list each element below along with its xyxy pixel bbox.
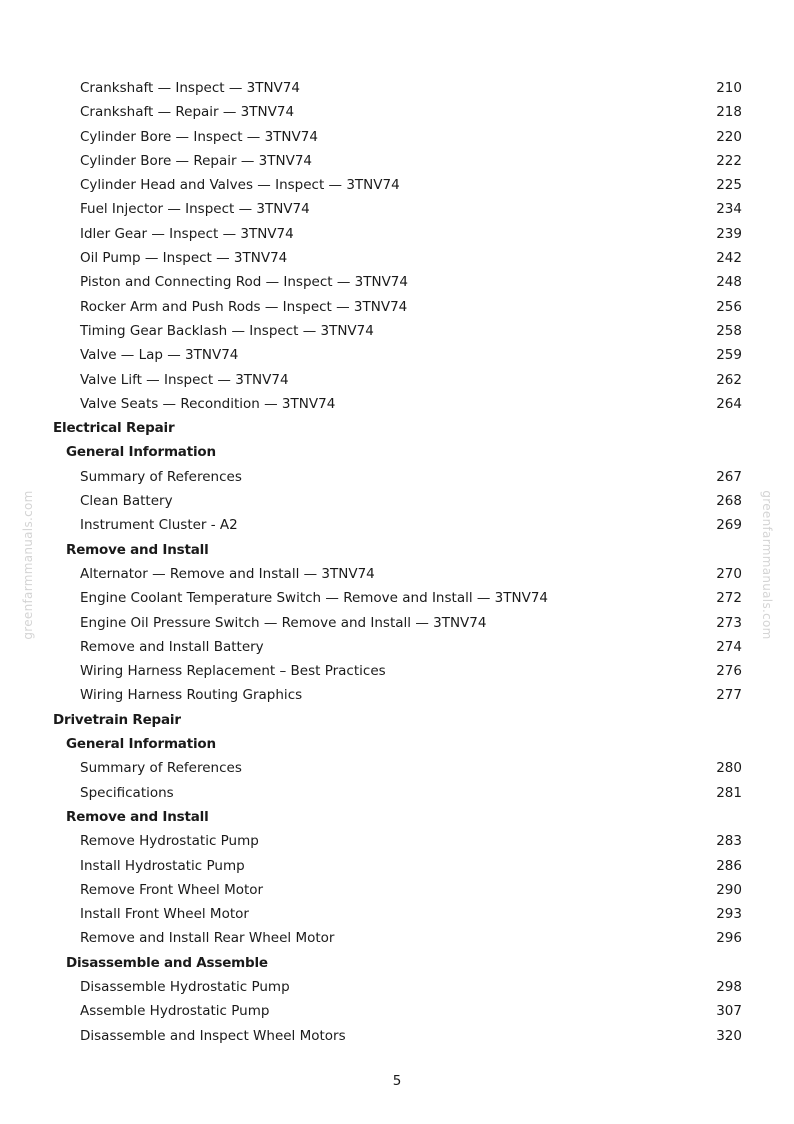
toc-entry-title: Wiring Harness Routing Graphics: [80, 687, 303, 704]
toc-entry-title: General Information: [66, 444, 216, 461]
toc-subsection-heading: [0, 805, 794, 829]
toc-entry-page-number: 296: [716, 930, 742, 947]
toc-entry-title: Idler Gear — Inspect — 3TNV74: [80, 225, 294, 242]
toc-entry-title: Rocker Arm and Push Rods — Inspect — 3TNV74: [80, 298, 408, 315]
toc-entry[interactable]: [0, 125, 794, 149]
toc-entry-title: Valve — Lap — 3TNV74: [80, 347, 239, 364]
toc-entry[interactable]: [0, 343, 794, 367]
toc-entry-title: Remove Front Wheel Motor: [80, 881, 264, 898]
toc-entry-page-number: 298: [716, 978, 742, 995]
toc-entry-page-number: 222: [716, 152, 742, 169]
toc-entry-page-number: 276: [716, 663, 742, 680]
toc-entry[interactable]: [0, 926, 794, 950]
toc-entry[interactable]: [0, 854, 794, 878]
toc-entry-title: Valve Lift — Inspect — 3TNV74: [80, 371, 289, 388]
toc-entry[interactable]: [0, 781, 794, 805]
toc-entry[interactable]: [0, 465, 794, 489]
toc-entry[interactable]: [0, 635, 794, 659]
toc-entry-page-number: 272: [716, 590, 742, 607]
toc-section-heading: [0, 708, 794, 732]
toc-entry-title: Electrical Repair: [53, 420, 175, 437]
toc-entry-page-number: 281: [716, 784, 742, 801]
toc-entry[interactable]: [0, 100, 794, 124]
toc-entry-title: Remove and Install Rear Wheel Motor: [80, 930, 335, 947]
toc-entry[interactable]: [0, 319, 794, 343]
toc-subsection-heading: [0, 732, 794, 756]
toc-entry-page-number: 264: [716, 395, 742, 412]
toc-entry-page-number: 239: [716, 225, 742, 242]
toc-entry[interactable]: [0, 756, 794, 780]
toc-entry[interactable]: [0, 368, 794, 392]
toc-entry[interactable]: [0, 975, 794, 999]
toc-entry-page-number: 218: [716, 104, 742, 121]
toc-entry-page-number: 225: [716, 177, 742, 194]
toc-entry[interactable]: [0, 659, 794, 683]
toc-entry[interactable]: [0, 829, 794, 853]
toc-entry-page-number: 259: [716, 347, 742, 364]
toc-entry-title: Cylinder Bore — Repair — 3TNV74: [80, 152, 313, 169]
toc-entry[interactable]: [0, 489, 794, 513]
toc-entry-page-number: 234: [716, 201, 742, 218]
toc-entry-title: Crankshaft — Inspect — 3TNV74: [80, 80, 300, 96]
toc-entry-title: Disassemble and Assemble: [66, 954, 268, 971]
toc-entry-page-number: 268: [716, 493, 742, 510]
toc-entry-page-number: 269: [716, 517, 742, 534]
toc-entry-title: Instrument Cluster - A2: [80, 517, 238, 534]
toc-entry[interactable]: [0, 878, 794, 902]
table-of-contents: [0, 76, 794, 1048]
toc-entry-title: Cylinder Bore — Inspect — 3TNV74: [80, 128, 318, 145]
toc-entry-title: Cylinder Head and Valves — Inspect — 3TNV74: [80, 177, 400, 194]
page-number: 5: [392, 1073, 402, 1089]
toc-entry-title: Assemble Hydrostatic Pump: [80, 1003, 270, 1020]
toc-entry-title: Wiring Harness Replacement – Best Practices: [80, 663, 386, 680]
toc-entry-title: Alternator — Remove and Install — 3TNV74: [80, 565, 375, 582]
toc-entry-title: Install Front Wheel Motor: [80, 906, 249, 923]
toc-entry-page-number: 320: [716, 1027, 742, 1044]
toc-entry-title: Valve Seats — Recondition — 3TNV74: [80, 395, 336, 412]
toc-subsection-heading: [0, 440, 794, 464]
toc-entry-title: Remove and Install Battery: [80, 638, 264, 655]
toc-entry[interactable]: [0, 197, 794, 221]
toc-entry-page-number: 220: [716, 128, 742, 145]
toc-entry-page-number: 262: [716, 371, 742, 388]
toc-entry-title: Crankshaft — Repair — 3TNV74: [80, 104, 295, 121]
toc-entry-page-number: 286: [716, 857, 742, 874]
toc-entry-title: Fuel Injector — Inspect — 3TNV74: [80, 201, 310, 218]
toc-entry[interactable]: [0, 295, 794, 319]
toc-entry-page-number: 267: [716, 468, 742, 485]
toc-entry-title: Piston and Connecting Rod — Inspect — 3TNV74: [80, 274, 408, 291]
toc-entry-title: Oil Pump — Inspect — 3TNV74: [80, 250, 288, 267]
toc-entry[interactable]: [0, 562, 794, 586]
toc-subsection-heading: [0, 538, 794, 562]
toc-entry-page-number: 293: [716, 906, 742, 923]
toc-entry-title: Disassemble Hydrostatic Pump: [80, 978, 290, 995]
toc-entry-page-number: 274: [716, 638, 742, 655]
toc-entry[interactable]: [0, 611, 794, 635]
toc-entry[interactable]: [0, 173, 794, 197]
toc-entry[interactable]: [0, 513, 794, 537]
toc-entry[interactable]: [0, 76, 794, 100]
toc-entry-title: General Information: [66, 736, 216, 753]
toc-entry-page-number: 270: [716, 565, 742, 582]
toc-entry-page-number: 256: [716, 298, 742, 315]
toc-entry-title: Summary of References: [80, 760, 242, 777]
toc-entry[interactable]: [0, 902, 794, 926]
toc-entry-page-number: 273: [716, 614, 742, 631]
toc-entry[interactable]: [0, 270, 794, 294]
toc-section-heading: [0, 416, 794, 440]
toc-entry-title: Remove and Install: [66, 541, 209, 558]
toc-entry[interactable]: [0, 999, 794, 1023]
toc-entry-title: Install Hydrostatic Pump: [80, 857, 245, 874]
toc-entry-title: Summary of References: [80, 468, 242, 485]
toc-entry[interactable]: [0, 149, 794, 173]
toc-entry-page-number: 248: [716, 274, 742, 291]
watermark-left: greenfarmmanuals.com: [21, 490, 35, 640]
toc-entry-title: Specifications: [80, 784, 174, 801]
toc-entry[interactable]: [0, 392, 794, 416]
toc-entry-page-number: 210: [716, 80, 742, 96]
toc-entry-title: Remove Hydrostatic Pump: [80, 833, 259, 850]
toc-entry-title: Clean Battery: [80, 493, 173, 510]
toc-entry-page-number: 242: [716, 250, 742, 267]
toc-entry-page-number: 283: [716, 833, 742, 850]
toc-entry-title: Engine Coolant Temperature Switch — Remove and Install — 3TNV74: [80, 590, 549, 607]
toc-entry-page-number: 290: [716, 881, 742, 898]
toc-entry-page-number: 307: [716, 1003, 742, 1020]
toc-entry-title: Disassemble and Inspect Wheel Motors: [80, 1027, 346, 1044]
toc-entry-page-number: 280: [716, 760, 742, 777]
watermark-right: greenfarmmanuals.com: [760, 490, 774, 640]
toc-entry[interactable]: [0, 1024, 794, 1048]
toc-entry-page-number: 277: [716, 687, 742, 704]
toc-entry[interactable]: [0, 586, 794, 610]
toc-entry-title: Drivetrain Repair: [53, 711, 181, 728]
toc-entry[interactable]: [0, 246, 794, 270]
toc-entry-title: Engine Oil Pressure Switch — Remove and Install — 3TNV74: [80, 614, 487, 631]
toc-entry[interactable]: [0, 222, 794, 246]
toc-subsection-heading: [0, 951, 794, 975]
toc-entry[interactable]: [0, 683, 794, 707]
toc-entry-title: Timing Gear Backlash — Inspect — 3TNV74: [80, 322, 374, 339]
toc-entry-title: Remove and Install: [66, 808, 209, 825]
toc-entry-page-number: 258: [716, 322, 742, 339]
